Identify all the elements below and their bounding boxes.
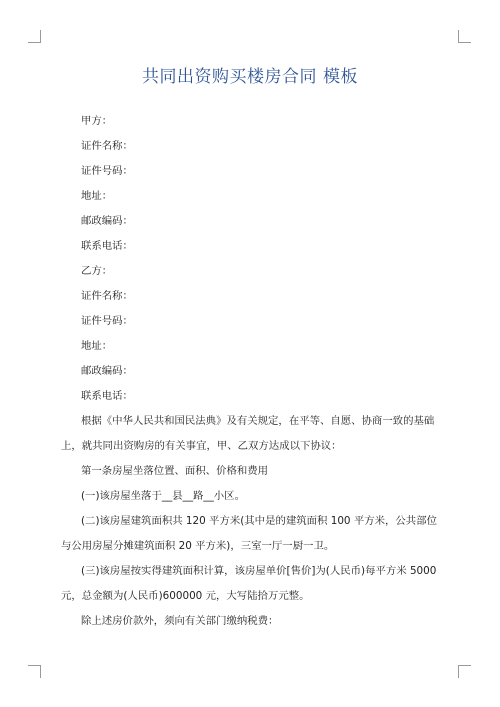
page-corner-mark-bottom-right bbox=[458, 665, 471, 678]
document-title: 共同出资购买楼房合同 模板 bbox=[142, 67, 358, 87]
article-1-heading: 第一条房屋坐落位置、面积、价格和费用 bbox=[81, 465, 269, 477]
article-1-taxes: 除上述房价款外，须向有关部门缴纳税费： bbox=[81, 615, 279, 627]
article-1-item-2: (二)该房屋建筑面积共 120 平方米(其中是的建筑面积 100 平方米，公共部位与公用房屋分摊建筑面积 20 平方米)，三室一厅一厨一卫。 bbox=[61, 515, 437, 552]
party-a-label: 甲方： bbox=[81, 115, 113, 127]
party-b-id-number: 证件号码： bbox=[81, 315, 133, 327]
party-b-label: 乙方： bbox=[81, 265, 113, 277]
page-corner-mark-top-right bbox=[458, 30, 471, 43]
party-a-address: 地址： bbox=[81, 190, 113, 202]
party-b-id-name: 证件名称： bbox=[81, 290, 133, 302]
party-b-phone: 联系电话： bbox=[81, 390, 133, 402]
page-corner-mark-bottom-left bbox=[28, 665, 41, 678]
party-a-id-name: 证件名称： bbox=[81, 140, 133, 152]
article-1-item-1: (一)该房屋坐落于__县__路__小区。 bbox=[81, 490, 245, 502]
preamble-paragraph: 根据《中华人民共和国民法典》及有关规定，在平等、自愿、协商一致的基础上，就共同出资购房的有关事宜，甲、乙双方达成以下协议： bbox=[61, 415, 435, 452]
party-b-address: 地址： bbox=[81, 340, 113, 352]
party-b-postal-code: 邮政编码： bbox=[81, 365, 133, 377]
party-a-postal-code: 邮政编码： bbox=[81, 215, 133, 227]
page-corner-mark-top-left bbox=[28, 30, 41, 43]
article-1-item-3: (三)该房屋按实得建筑面积计算，该房屋单价[售价]为(人民币)每平方米 5000 元，总金额为(人民币)600000 元，大写陆拾万元整。 bbox=[61, 565, 437, 602]
party-a-id-number: 证件号码： bbox=[81, 165, 133, 177]
party-a-phone: 联系电话： bbox=[81, 240, 133, 252]
